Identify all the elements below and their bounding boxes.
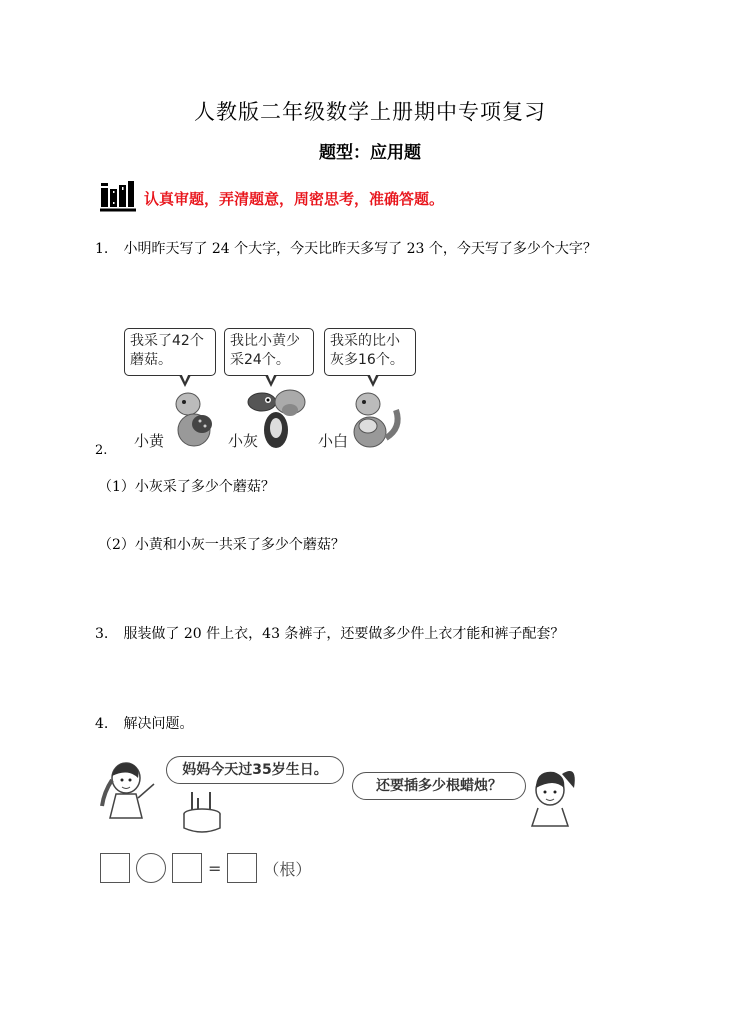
girl-left-icon [98,758,168,838]
speech-line: 我采的比小 [330,333,400,349]
question-1 [95,238,597,258]
sub-question-text: 小黄和小灰一共采了多少个蘑菇？ [134,537,345,553]
sub-question-2-2 [98,534,345,554]
books-icon [100,180,136,216]
sub-question-label: （1） [98,479,135,495]
unit-label: （根） [263,859,312,879]
question-4 [95,713,193,733]
birthday-cake-icon [180,790,224,836]
tip-banner [100,182,444,214]
character-name: 小灰 [228,432,259,450]
answer-box-1[interactable] [100,853,130,883]
character-name: 小黄 [134,432,165,450]
page-subtitle: 题型：应用题 [319,143,421,163]
answer-box-2[interactable] [172,853,202,883]
speech-bubble-xiaohui [224,328,314,376]
speech-line: 灰多16个。 [330,352,404,368]
character-name: 小白 [318,432,349,450]
speech-line: 我比小黄少 [230,333,300,349]
question-number: 1. [95,241,109,257]
sub-question-label: （2） [98,537,135,553]
question-text: 解决问题。 [123,716,194,732]
speech-cloud-right: 还要插多少根蜡烛？ [352,772,526,800]
question-text: 服装做了 20 件上衣，43 条裤子，还要做多少件上衣才能和裤子配套？ [123,626,565,642]
question-text: 小明昨天写了 24 个大字，今天比昨天多写了 23 个，今天写了多少个大字？ [123,241,597,257]
chipmunk-xiaohuang-icon [170,388,220,450]
speech-cloud-left: 妈妈今天过35岁生日。 [166,756,344,784]
chipmunk-xiaobai-icon [346,388,406,450]
speech-line: 蘑菇。 [130,352,172,368]
speech-bubble-xiaohuang [124,328,216,376]
speech-line: 采24个。 [230,352,290,368]
question-number: 4. [95,716,109,732]
sub-question-2-1 [98,476,275,496]
operator-circle[interactable] [136,853,166,883]
chipmunks-illustration [120,326,430,456]
answer-box-result[interactable] [227,853,257,883]
speech-line: 我采了42个 [130,333,204,349]
page-title: 人教版二年级数学上册期中专项复习 [194,100,546,124]
equals-sign: = [208,858,222,878]
speech-bubble-xiaobai [324,328,416,376]
girl-right-icon [528,762,584,828]
sub-question-text: 小灰采了多少个蘑菇？ [134,479,275,495]
tip-text: 认真审题，弄清题意，周密思考，准确答题。 [144,189,445,208]
question-number: 3. [95,626,109,642]
equation-row [100,853,311,883]
question-2-number: 2. [95,443,108,458]
question-3 [95,623,564,643]
